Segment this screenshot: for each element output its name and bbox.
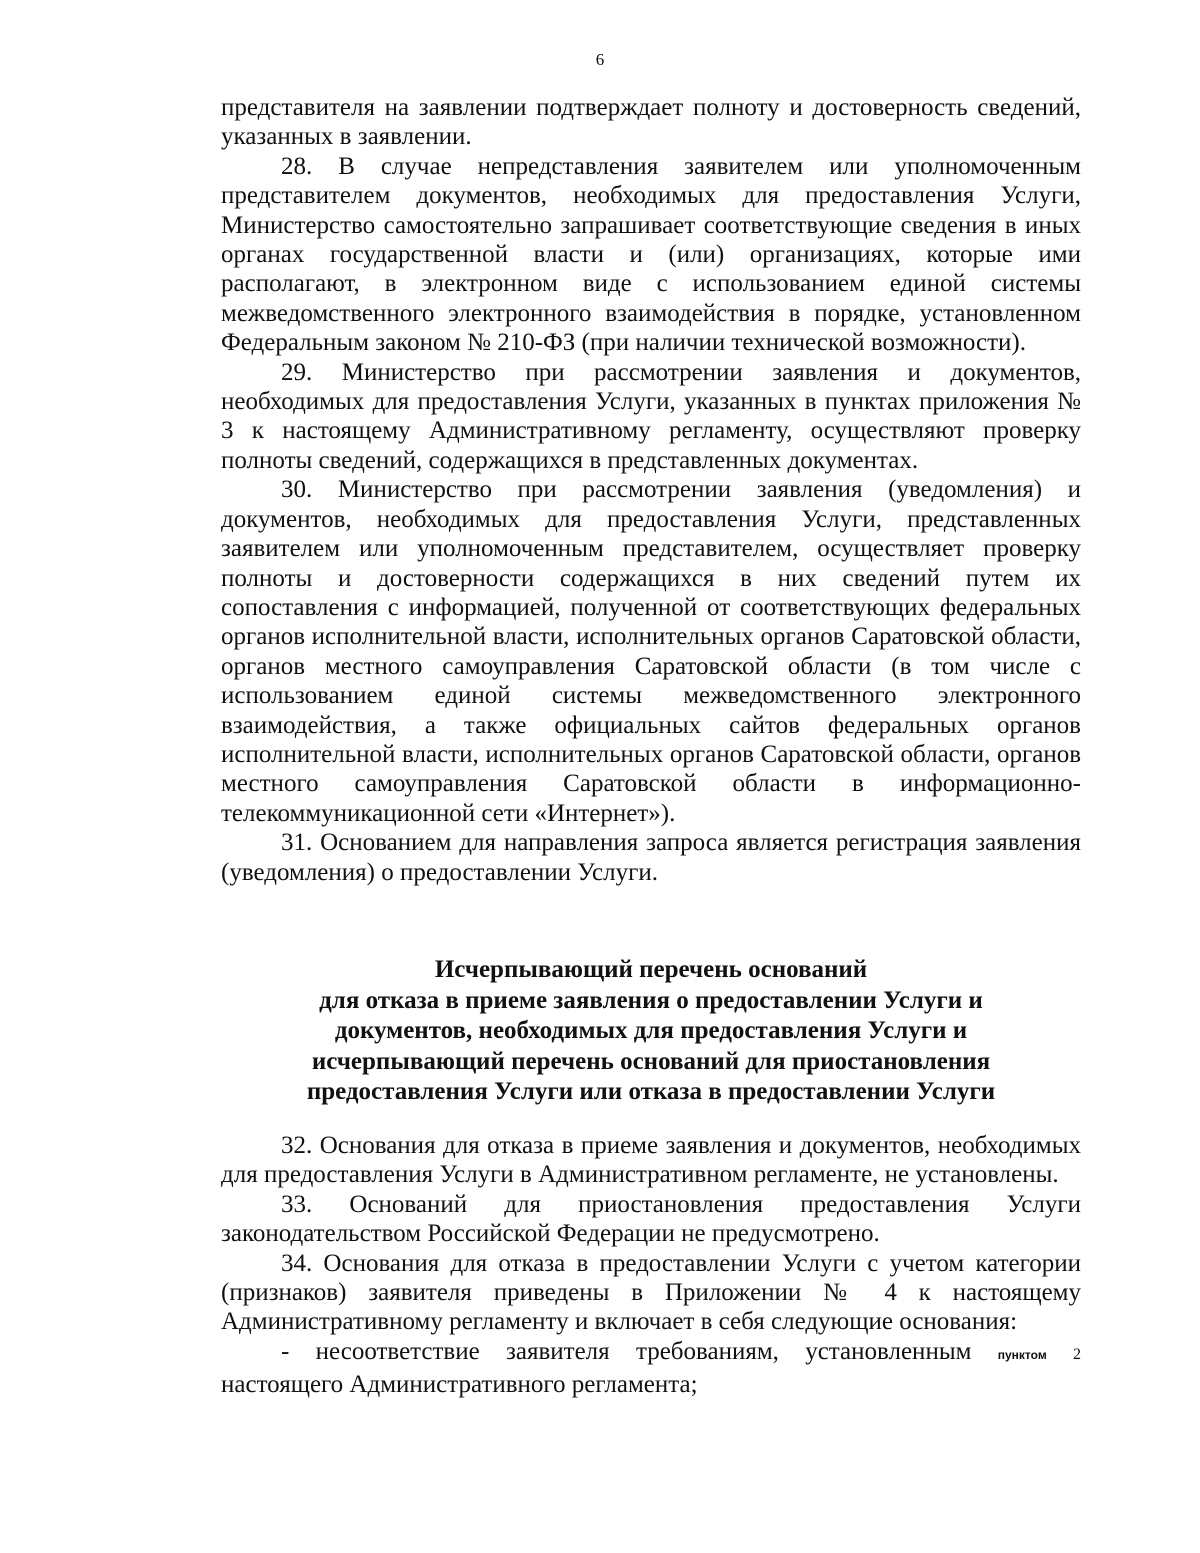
page-number: 6 [595, 50, 605, 69]
paragraph-31: 31. Основанием для направления запроса является регистрация заявления (уведомления) о предоставлении Услуги. [221, 829, 1081, 886]
paragraph-34: 34. Основания для отказа в предоставлении Услуги с учетом категории (признаков) заявителя приведены в Приложении № 4 к настоящему Административному регламенту и включает в себя следующие основания: [221, 1249, 1081, 1336]
bullet-text: - несоответствие заявителя требованиям, установленным [281, 1337, 972, 1365]
paragraph-27-continuation: представителя на заявлении подтверждает полноту и достоверность сведений, указанных в заявлении. [221, 94, 1081, 151]
paragraph-32: 32. Основания для отказа в приеме заявления и документов, необходимых для предоставления Услуги в Административном регламенте, не установлены. [221, 1132, 1081, 1189]
paragraph-30: 30. Министерство при рассмотрении заявления (уведомления) и документов, необходимых для предоставления Услуги, представленных заявителем или уполномоченным представителем, осуществляет проверку полноты и достоверности содержащихся в них сведений путем их сопоставления с информацией, полученной от соответствующих федеральных органов исполнительной власти, исполнительных органов Саратовской области, органов местного самоуправления Саратовской области (в том числе с использованием единой системы межведомственного электронного взаимодействия, а также официальных сайтов федеральных органов исполнительной власти, исполнительных органов Саратовской области, органов местного самоуправления Саратовской области в информационно-телекоммуникационной сети «Интернет»). [221, 476, 1081, 827]
paragraph-33: 33. Оснований для приостановления предоставления Услуги законодательством Российской Федерации не предусмотрено. [221, 1190, 1081, 1248]
paragraph-29: 29. Министерство при рассмотрении заявления и документов, необходимых для предоставления Услуги, указанных в пунктах приложения № 3 к настоящему Административному регламенту, осуществляют проверку полноты сведений, содержащихся в представленных документах. [221, 358, 1081, 474]
heading-line: для отказа в приеме заявления о предоставлении Услуги и [319, 986, 983, 1014]
bullet-text-end: настоящего Административного регламента; [221, 1371, 698, 1399]
heading-line: исчерпывающий перечень оснований для приостановления [311, 1047, 991, 1075]
body-text-top [221, 93, 1081, 887]
heading-line: документов, необходимых для предоставления Услуги и [334, 1017, 968, 1044]
heading-line: предоставления Услуги или отказа в предоставлении Услуги [306, 1078, 996, 1105]
bullet-small-word: пунктом [997, 1347, 1047, 1362]
body-text-bottom [221, 1131, 1081, 1400]
bullet-small-number: 2 [1073, 1345, 1082, 1363]
paragraph-28: 28. В случае непредставления заявителем или уполномоченным представителем документов, необходимых для предоставления Услуги, Министерство самостоятельно запрашивает соответствующие сведения в иных органах государственной власти и (или) организациях, которые ими располагают, в электронном виде с использованием единой системы межведомственного электронного взаимодействия в порядке, установленном Федеральным законом № 210-ФЗ (при наличии технической возможности). [221, 152, 1081, 357]
bullet-item [221, 1337, 1081, 1400]
section-heading [221, 955, 1081, 1108]
heading-line: Исчерпывающий перечень оснований [434, 956, 868, 983]
